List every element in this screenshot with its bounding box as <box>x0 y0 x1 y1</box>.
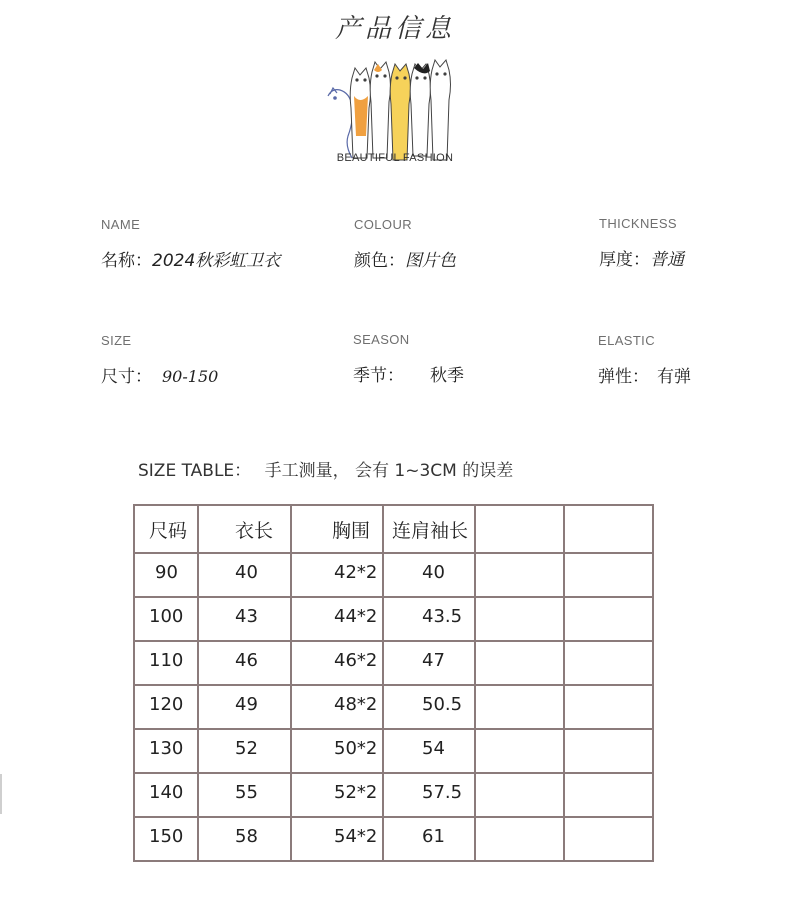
col-header-chest: 胸围 <box>291 505 383 553</box>
cell-sleeve: 61 <box>383 817 475 861</box>
table-row <box>134 817 653 861</box>
cell-chest: 54*2 <box>291 817 383 861</box>
attr-name-label: 名称： <box>101 251 152 271</box>
cell-length: 43 <box>198 597 291 641</box>
cell-sleeve: 47 <box>383 641 475 685</box>
cell-chest: 48*2 <box>291 685 383 729</box>
cell-empty <box>475 729 564 773</box>
cell-chest: 50*2 <box>291 729 383 773</box>
attr-season <box>353 332 573 386</box>
attr-size-en: SIZE <box>101 333 132 348</box>
cell-chest: 44*2 <box>291 597 383 641</box>
col-header-length: 衣长 <box>198 505 291 553</box>
page-title: 产品信息 <box>334 14 455 44</box>
cell-empty <box>475 773 564 817</box>
cell-length: 40 <box>198 553 291 597</box>
size-table-header-row <box>134 505 653 553</box>
table-row <box>134 773 653 817</box>
cell-size: 130 <box>134 729 198 773</box>
attr-colour-value: 图片色 <box>405 251 456 271</box>
edge-mark <box>0 774 2 814</box>
attr-colour-label: 颜色： <box>354 251 405 271</box>
attr-season-value: 秋季 <box>430 366 464 386</box>
cell-sleeve: 43.5 <box>383 597 475 641</box>
cell-length: 49 <box>198 685 291 729</box>
cell-empty <box>475 597 564 641</box>
cell-empty <box>564 729 653 773</box>
cell-size: 140 <box>134 773 198 817</box>
cell-sleeve: 50.5 <box>383 685 475 729</box>
attr-name <box>101 217 321 271</box>
attr-elastic-en: ELASTIC <box>598 333 655 348</box>
cell-empty <box>475 685 564 729</box>
size-table <box>133 504 654 862</box>
size-table-heading-note: 手工测量， 会有 1~3CM 的误差 <box>264 461 514 481</box>
attr-thickness-value: 普通 <box>650 250 684 270</box>
cell-empty <box>564 641 653 685</box>
cell-length: 55 <box>198 773 291 817</box>
cell-chest: 52*2 <box>291 773 383 817</box>
attr-size-label: 尺寸： <box>101 367 152 387</box>
cell-chest: 46*2 <box>291 641 383 685</box>
attr-name-value: 2024秋彩虹卫衣 <box>152 251 281 271</box>
table-row <box>134 553 653 597</box>
size-table-heading <box>138 456 513 481</box>
table-row <box>134 729 653 773</box>
col-header-sleeve: 连肩袖长 <box>383 505 475 553</box>
attr-elastic <box>598 333 778 387</box>
attr-colour-en: COLOUR <box>354 217 413 232</box>
attr-thickness-label: 厚度： <box>599 250 650 270</box>
col-header-size: 尺码 <box>134 505 198 553</box>
cell-size: 90 <box>134 553 198 597</box>
cell-empty <box>475 817 564 861</box>
cell-size: 150 <box>134 817 198 861</box>
cell-empty <box>564 773 653 817</box>
cell-empty <box>475 641 564 685</box>
table-row <box>134 597 653 641</box>
cell-size: 110 <box>134 641 198 685</box>
attr-name-en: NAME <box>101 217 141 232</box>
logo-text: BEAUTIFUL FASHION <box>336 152 454 164</box>
attr-size <box>101 333 321 387</box>
attr-thickness-en: THICKNESS <box>599 216 678 231</box>
cell-length: 58 <box>198 817 291 861</box>
attr-size-value: 90-150 <box>162 367 219 386</box>
table-row <box>134 685 653 729</box>
cell-length: 46 <box>198 641 291 685</box>
cell-size: 100 <box>134 597 198 641</box>
table-row <box>134 641 653 685</box>
cell-empty <box>475 553 564 597</box>
attr-elastic-label: 弹性： <box>598 367 649 387</box>
attr-thickness <box>599 216 779 270</box>
cell-empty <box>564 597 653 641</box>
cell-size: 120 <box>134 685 198 729</box>
cell-chest: 42*2 <box>291 553 383 597</box>
cell-sleeve: 40 <box>383 553 475 597</box>
attr-season-label: 季节： <box>353 366 404 386</box>
cell-sleeve: 54 <box>383 729 475 773</box>
col-header-empty-1 <box>475 505 564 553</box>
size-table-heading-en: SIZE TABLE： <box>138 461 252 481</box>
cell-empty <box>564 553 653 597</box>
cell-length: 52 <box>198 729 291 773</box>
attr-elastic-value: 有弹 <box>657 367 691 387</box>
attr-season-en: SEASON <box>353 332 410 347</box>
col-header-empty-2 <box>564 505 653 553</box>
cell-empty <box>564 817 653 861</box>
cell-empty <box>564 685 653 729</box>
cell-sleeve: 57.5 <box>383 773 475 817</box>
attr-colour <box>354 217 574 271</box>
